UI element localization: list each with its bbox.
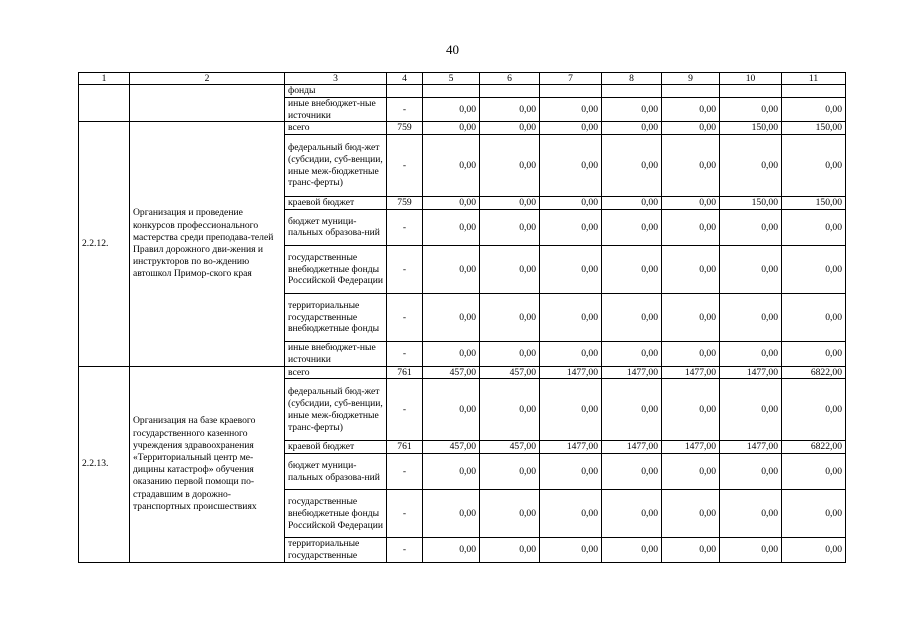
value-cell: 0,00 xyxy=(662,245,720,293)
value-cell: 0,00 xyxy=(602,122,662,135)
value-cell: 0,00 xyxy=(602,97,662,122)
value-cell: 1477,00 xyxy=(602,441,662,454)
value-cell: 150,00 xyxy=(782,122,846,135)
kbk-code: - xyxy=(387,379,423,441)
value-cell: 0,00 xyxy=(720,209,782,245)
row-label: краевой бюджет xyxy=(285,197,387,210)
column-header-3: 3 xyxy=(285,73,387,85)
kbk-code: - xyxy=(387,490,423,538)
value-cell: 0,00 xyxy=(602,135,662,197)
kbk-code: - xyxy=(387,135,423,197)
item-code: 2.2.12. xyxy=(79,122,130,366)
value-cell: 457,00 xyxy=(480,441,540,454)
value-cell: 0,00 xyxy=(602,538,662,563)
value-cell: 0,00 xyxy=(423,341,480,366)
value-cell: 0,00 xyxy=(662,197,720,210)
kbk-code: 761 xyxy=(387,441,423,454)
value-cell xyxy=(782,85,846,98)
column-header-10: 10 xyxy=(720,73,782,85)
item-title: Организация и проведение конкурсов профессионального мастерства среди преподава-телей Правил дорожного дви-жения и инструкторов по во-ждению автошкол Примор-ского края xyxy=(130,122,285,366)
table-row xyxy=(79,85,846,98)
value-cell: 0,00 xyxy=(540,538,602,563)
value-cell: 0,00 xyxy=(720,538,782,563)
column-header-7: 7 xyxy=(540,73,602,85)
kbk-code: - xyxy=(387,97,423,122)
column-header-11: 11 xyxy=(782,73,846,85)
value-cell: 0,00 xyxy=(540,245,602,293)
value-cell: 0,00 xyxy=(720,379,782,441)
value-cell xyxy=(423,85,480,98)
column-header-9: 9 xyxy=(662,73,720,85)
value-cell: 457,00 xyxy=(423,441,480,454)
value-cell: 150,00 xyxy=(720,122,782,135)
value-cell: 1477,00 xyxy=(662,441,720,454)
value-cell: 0,00 xyxy=(540,379,602,441)
value-cell: 0,00 xyxy=(782,341,846,366)
value-cell: 0,00 xyxy=(662,454,720,490)
value-cell: 0,00 xyxy=(720,245,782,293)
value-cell: 0,00 xyxy=(782,293,846,341)
value-cell: 0,00 xyxy=(662,341,720,366)
value-cell: 0,00 xyxy=(782,209,846,245)
value-cell: 0,00 xyxy=(423,293,480,341)
value-cell: 0,00 xyxy=(423,209,480,245)
kbk-code: - xyxy=(387,245,423,293)
value-cell: 0,00 xyxy=(480,379,540,441)
value-cell: 6822,00 xyxy=(782,366,846,379)
kbk-code: 759 xyxy=(387,122,423,135)
kbk-code: - xyxy=(387,293,423,341)
value-cell: 1477,00 xyxy=(540,441,602,454)
column-header-8: 8 xyxy=(602,73,662,85)
row-label: иные внебюджет-ные источники xyxy=(285,341,387,366)
value-cell: 0,00 xyxy=(540,490,602,538)
value-cell: 0,00 xyxy=(480,293,540,341)
value-cell: 0,00 xyxy=(602,197,662,210)
value-cell: 0,00 xyxy=(480,97,540,122)
value-cell: 0,00 xyxy=(602,245,662,293)
value-cell xyxy=(720,85,782,98)
kbk-code: - xyxy=(387,209,423,245)
value-cell: 0,00 xyxy=(423,245,480,293)
value-cell: 1477,00 xyxy=(662,366,720,379)
item-title-cell xyxy=(130,85,285,122)
value-cell: 0,00 xyxy=(423,197,480,210)
value-cell: 0,00 xyxy=(423,454,480,490)
value-cell: 0,00 xyxy=(480,538,540,563)
value-cell: 6822,00 xyxy=(782,441,846,454)
value-cell: 0,00 xyxy=(662,490,720,538)
value-cell xyxy=(540,85,602,98)
value-cell: 0,00 xyxy=(480,122,540,135)
value-cell: 0,00 xyxy=(540,293,602,341)
value-cell: 0,00 xyxy=(423,490,480,538)
page-number: 40 xyxy=(446,42,459,57)
value-cell: 1477,00 xyxy=(540,366,602,379)
value-cell: 0,00 xyxy=(720,341,782,366)
value-cell: 0,00 xyxy=(782,379,846,441)
value-cell: 457,00 xyxy=(423,366,480,379)
value-cell: 0,00 xyxy=(782,454,846,490)
value-cell: 0,00 xyxy=(480,341,540,366)
row-label: территориальные государственные xyxy=(285,538,387,563)
value-cell: 0,00 xyxy=(602,379,662,441)
value-cell: 0,00 xyxy=(662,293,720,341)
value-cell: 0,00 xyxy=(720,135,782,197)
column-header-2: 2 xyxy=(130,73,285,85)
kbk-code: - xyxy=(387,454,423,490)
value-cell: 0,00 xyxy=(540,122,602,135)
value-cell: 0,00 xyxy=(423,122,480,135)
row-label: всего xyxy=(285,366,387,379)
value-cell: 0,00 xyxy=(480,135,540,197)
value-cell: 0,00 xyxy=(782,538,846,563)
item-code-cell xyxy=(79,85,130,122)
row-label: краевой бюджет xyxy=(285,441,387,454)
kbk-code: 759 xyxy=(387,197,423,210)
row-label: бюджет муници-пальных образова-ний xyxy=(285,454,387,490)
table-row xyxy=(79,122,846,135)
value-cell: 0,00 xyxy=(480,209,540,245)
kbk-code xyxy=(387,85,423,98)
value-cell: 0,00 xyxy=(480,454,540,490)
value-cell: 0,00 xyxy=(540,197,602,210)
value-cell: 0,00 xyxy=(423,97,480,122)
row-label: фонды xyxy=(285,85,387,98)
value-cell: 0,00 xyxy=(782,245,846,293)
value-cell: 0,00 xyxy=(540,97,602,122)
table-row xyxy=(79,366,846,379)
value-cell: 0,00 xyxy=(782,490,846,538)
column-header-1: 1 xyxy=(79,73,130,85)
row-label: иные внебюджет-ные источники xyxy=(285,97,387,122)
item-title: Организация на базе краевого государственного казенного учреждения здравоохранения «Территориальный центр ме-дицины катастроф» обучения оказанию первой помощи по-страдавшим в дорожно-транспортных происшествиях xyxy=(130,366,285,562)
value-cell: 0,00 xyxy=(602,293,662,341)
value-cell: 0,00 xyxy=(480,245,540,293)
value-cell: 0,00 xyxy=(602,454,662,490)
value-cell: 0,00 xyxy=(662,97,720,122)
value-cell: 0,00 xyxy=(602,490,662,538)
value-cell: 0,00 xyxy=(782,97,846,122)
value-cell xyxy=(662,85,720,98)
budget-table xyxy=(78,72,846,563)
row-label: территориальные государственные внебюджетные фонды xyxy=(285,293,387,341)
table-header xyxy=(79,73,846,85)
value-cell: 0,00 xyxy=(480,490,540,538)
value-cell: 0,00 xyxy=(782,135,846,197)
column-header-6: 6 xyxy=(480,73,540,85)
value-cell: 0,00 xyxy=(540,341,602,366)
row-label: федеральный бюд-жет (субсидии, суб-венции, иные меж-бюджетные транс-ферты) xyxy=(285,379,387,441)
column-header-4: 4 xyxy=(387,73,423,85)
kbk-code: - xyxy=(387,341,423,366)
value-cell: 1477,00 xyxy=(720,366,782,379)
value-cell: 150,00 xyxy=(720,197,782,210)
value-cell: 1477,00 xyxy=(602,366,662,379)
row-label: государственные внебюджетные фонды Российской Федерации xyxy=(285,245,387,293)
value-cell: 0,00 xyxy=(720,293,782,341)
column-header-5: 5 xyxy=(423,73,480,85)
value-cell: 0,00 xyxy=(540,135,602,197)
value-cell: 0,00 xyxy=(720,490,782,538)
value-cell: 0,00 xyxy=(720,97,782,122)
value-cell: 0,00 xyxy=(602,341,662,366)
value-cell: 0,00 xyxy=(602,209,662,245)
value-cell: 0,00 xyxy=(423,538,480,563)
row-label: всего xyxy=(285,122,387,135)
value-cell: 457,00 xyxy=(480,366,540,379)
row-label: государственные внебюджетные фонды Российской Федерации xyxy=(285,490,387,538)
value-cell: 0,00 xyxy=(480,197,540,210)
kbk-code: 761 xyxy=(387,366,423,379)
value-cell xyxy=(602,85,662,98)
value-cell: 0,00 xyxy=(662,538,720,563)
value-cell: 0,00 xyxy=(662,135,720,197)
value-cell: 1477,00 xyxy=(720,441,782,454)
item-code: 2.2.13. xyxy=(79,366,130,562)
row-label: бюджет муници-пальных образова-ний xyxy=(285,209,387,245)
value-cell: 0,00 xyxy=(423,379,480,441)
value-cell: 150,00 xyxy=(782,197,846,210)
kbk-code: - xyxy=(387,538,423,563)
value-cell: 0,00 xyxy=(662,379,720,441)
value-cell: 0,00 xyxy=(720,454,782,490)
row-label: федеральный бюд-жет (субсидии, суб-венции, иные меж-бюджетные транс-ферты) xyxy=(285,135,387,197)
table-body xyxy=(79,85,846,563)
value-cell: 0,00 xyxy=(540,454,602,490)
value-cell xyxy=(480,85,540,98)
value-cell: 0,00 xyxy=(662,209,720,245)
value-cell: 0,00 xyxy=(662,122,720,135)
value-cell: 0,00 xyxy=(423,135,480,197)
value-cell: 0,00 xyxy=(540,209,602,245)
